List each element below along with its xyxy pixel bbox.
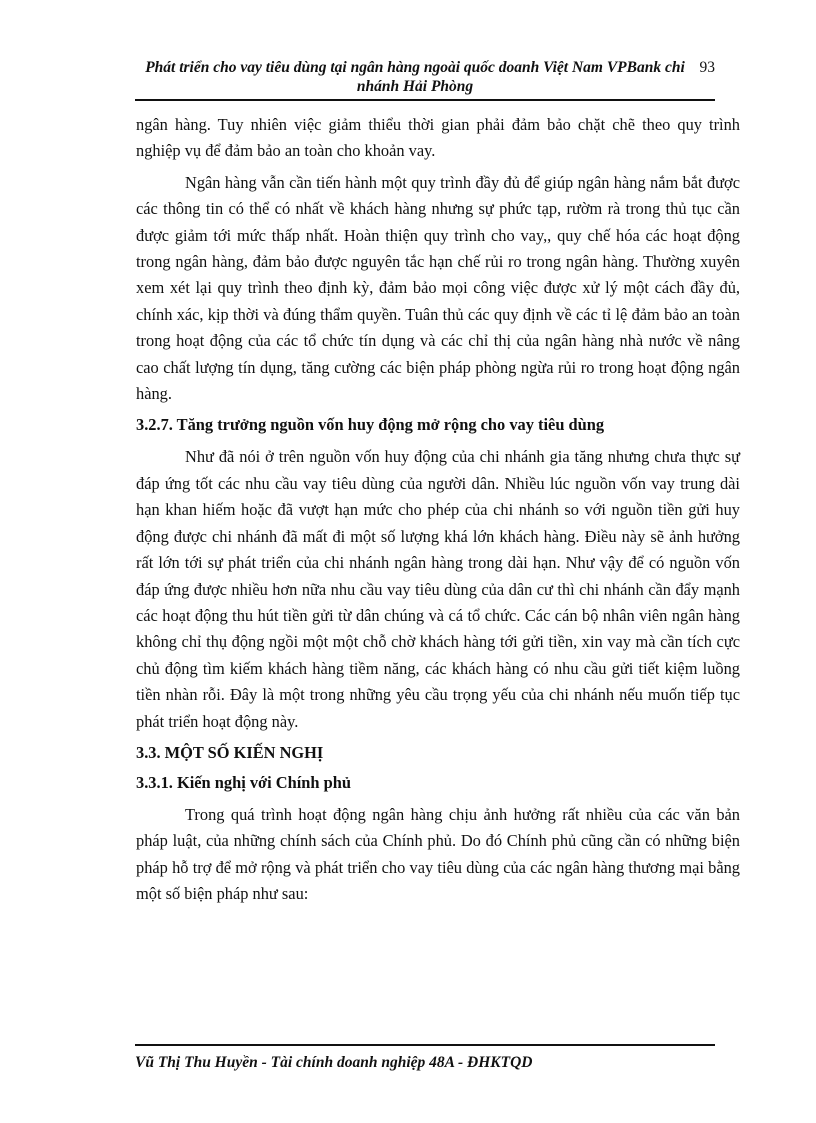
running-footer: Vũ Thị Thu Huyền - Tài chính doanh nghiệp 48A - ĐHKTQD (135, 1054, 533, 1071)
paragraph-capital-mobilization: Như đã nói ở trên nguồn vốn huy động của chi nhánh gia tăng nhưng chưa thực sự đáp ứng tốt các nhu cầu vay tiêu dùng của người dân. Nhiều lúc nguồn vốn vay trung dài hạn khan hiếm hoặc đã vượt hạn mức cho phép của chi nhánh so với nguồn tiền gửi huy động được chi nhánh đã mất đi một số lượng khá lớn khách hàng. Điều này sẽ ảnh hưởng rất lớn tới sự phát triển của chi nhánh ngân hàng trong dài hạn. Như vậy để có nguồn vốn đáp ứng được nhiều hơn nữa nhu cầu vay tiêu dùng của dân cư thì chi nhánh cần đẩy mạnh các hoạt động thu hút tiền gửi từ dân chúng và cá tổ chức. Các cán bộ nhân viên ngân hàng không chỉ thụ động ngồi một một chỗ chờ khách hàng tới gửi tiền, xin vay mà cần tích cực chủ động tìm kiếm khách hàng tiềm năng, các khách hàng có nhu cầu gửi tiết kiệm luồng tiền nhàn rỗi. Đây là một trong những yêu cầu trọng yếu của chi nhánh nếu muốn tiếp tục phát triển hoạt động này. (136, 447, 740, 731)
running-header (135, 58, 715, 100)
body-text (136, 112, 740, 908)
page-number: 93 (699, 59, 715, 76)
footer-rule (135, 1044, 715, 1046)
section-heading-3-2-7: 3.2.7. Tăng trưởng nguồn vốn huy động mở rộng cho vay tiêu dùng (136, 415, 605, 435)
section-heading-3-3: 3.3. MỘT SỐ KIẾN NGHỊ (136, 742, 324, 762)
paragraph-government-recommendations: Trong quá trình hoạt động ngân hàng chịu ảnh hưởng rất nhiều của các văn bản pháp luật, của những chính sách của Chính phủ. Do đó Chính phủ cũng cần có những biện pháp hỗ trợ để mở rộng và phát triển cho vay tiêu dùng của các ngân hàng thương mại bằng một số biện pháp như sau: (136, 804, 740, 904)
header-title: Phát triển cho vay tiêu dùng tại ngân hàng ngoài quốc doanh Việt Nam VPBank chi nhánh Hải Phòng (145, 59, 685, 95)
section-heading-3-3-1: 3.3.1. Kiến nghị với Chính phủ (136, 772, 351, 792)
paragraph-loan-process: Ngân hàng vẫn cần tiến hành một quy trình đầy đủ để giúp ngân hàng nắm bắt được các thông tin có thể có nhất về khách hàng nhưng sự phức tạp, rườm rà trong thủ tục cần được giảm tới mức thấp nhất. Hoàn thiện quy trình cho vay,, quy chế hóa các hoạt động trong ngân hàng, đảm bảo được nguyên tắc hạn chế rủi ro trong ngân hàng. Thường xuyên xem xét lại quy trình theo định kỳ, đảm bảo mọi công việc được xử lý một cách đầy đủ, chính xác, kịp thời và đúng thẩm quyền. Tuân thủ các quy định về các tỉ lệ đảm bảo an toàn trong hoạt động của các tổ chức tín dụng và các chỉ thị của ngân hàng nhà nước về nâng cao chất lượng tín dụng, tăng cường các biện pháp phòng ngừa rủi ro trong hoạt động ngân hàng. (136, 172, 740, 404)
header-rule (135, 99, 715, 101)
paragraph-continuation: ngân hàng. Tuy nhiên việc giảm thiểu thời gian phải đảm bảo chặt chẽ theo quy trình nghiệp vụ để đảm bảo an toàn cho khoản vay. (136, 115, 740, 161)
